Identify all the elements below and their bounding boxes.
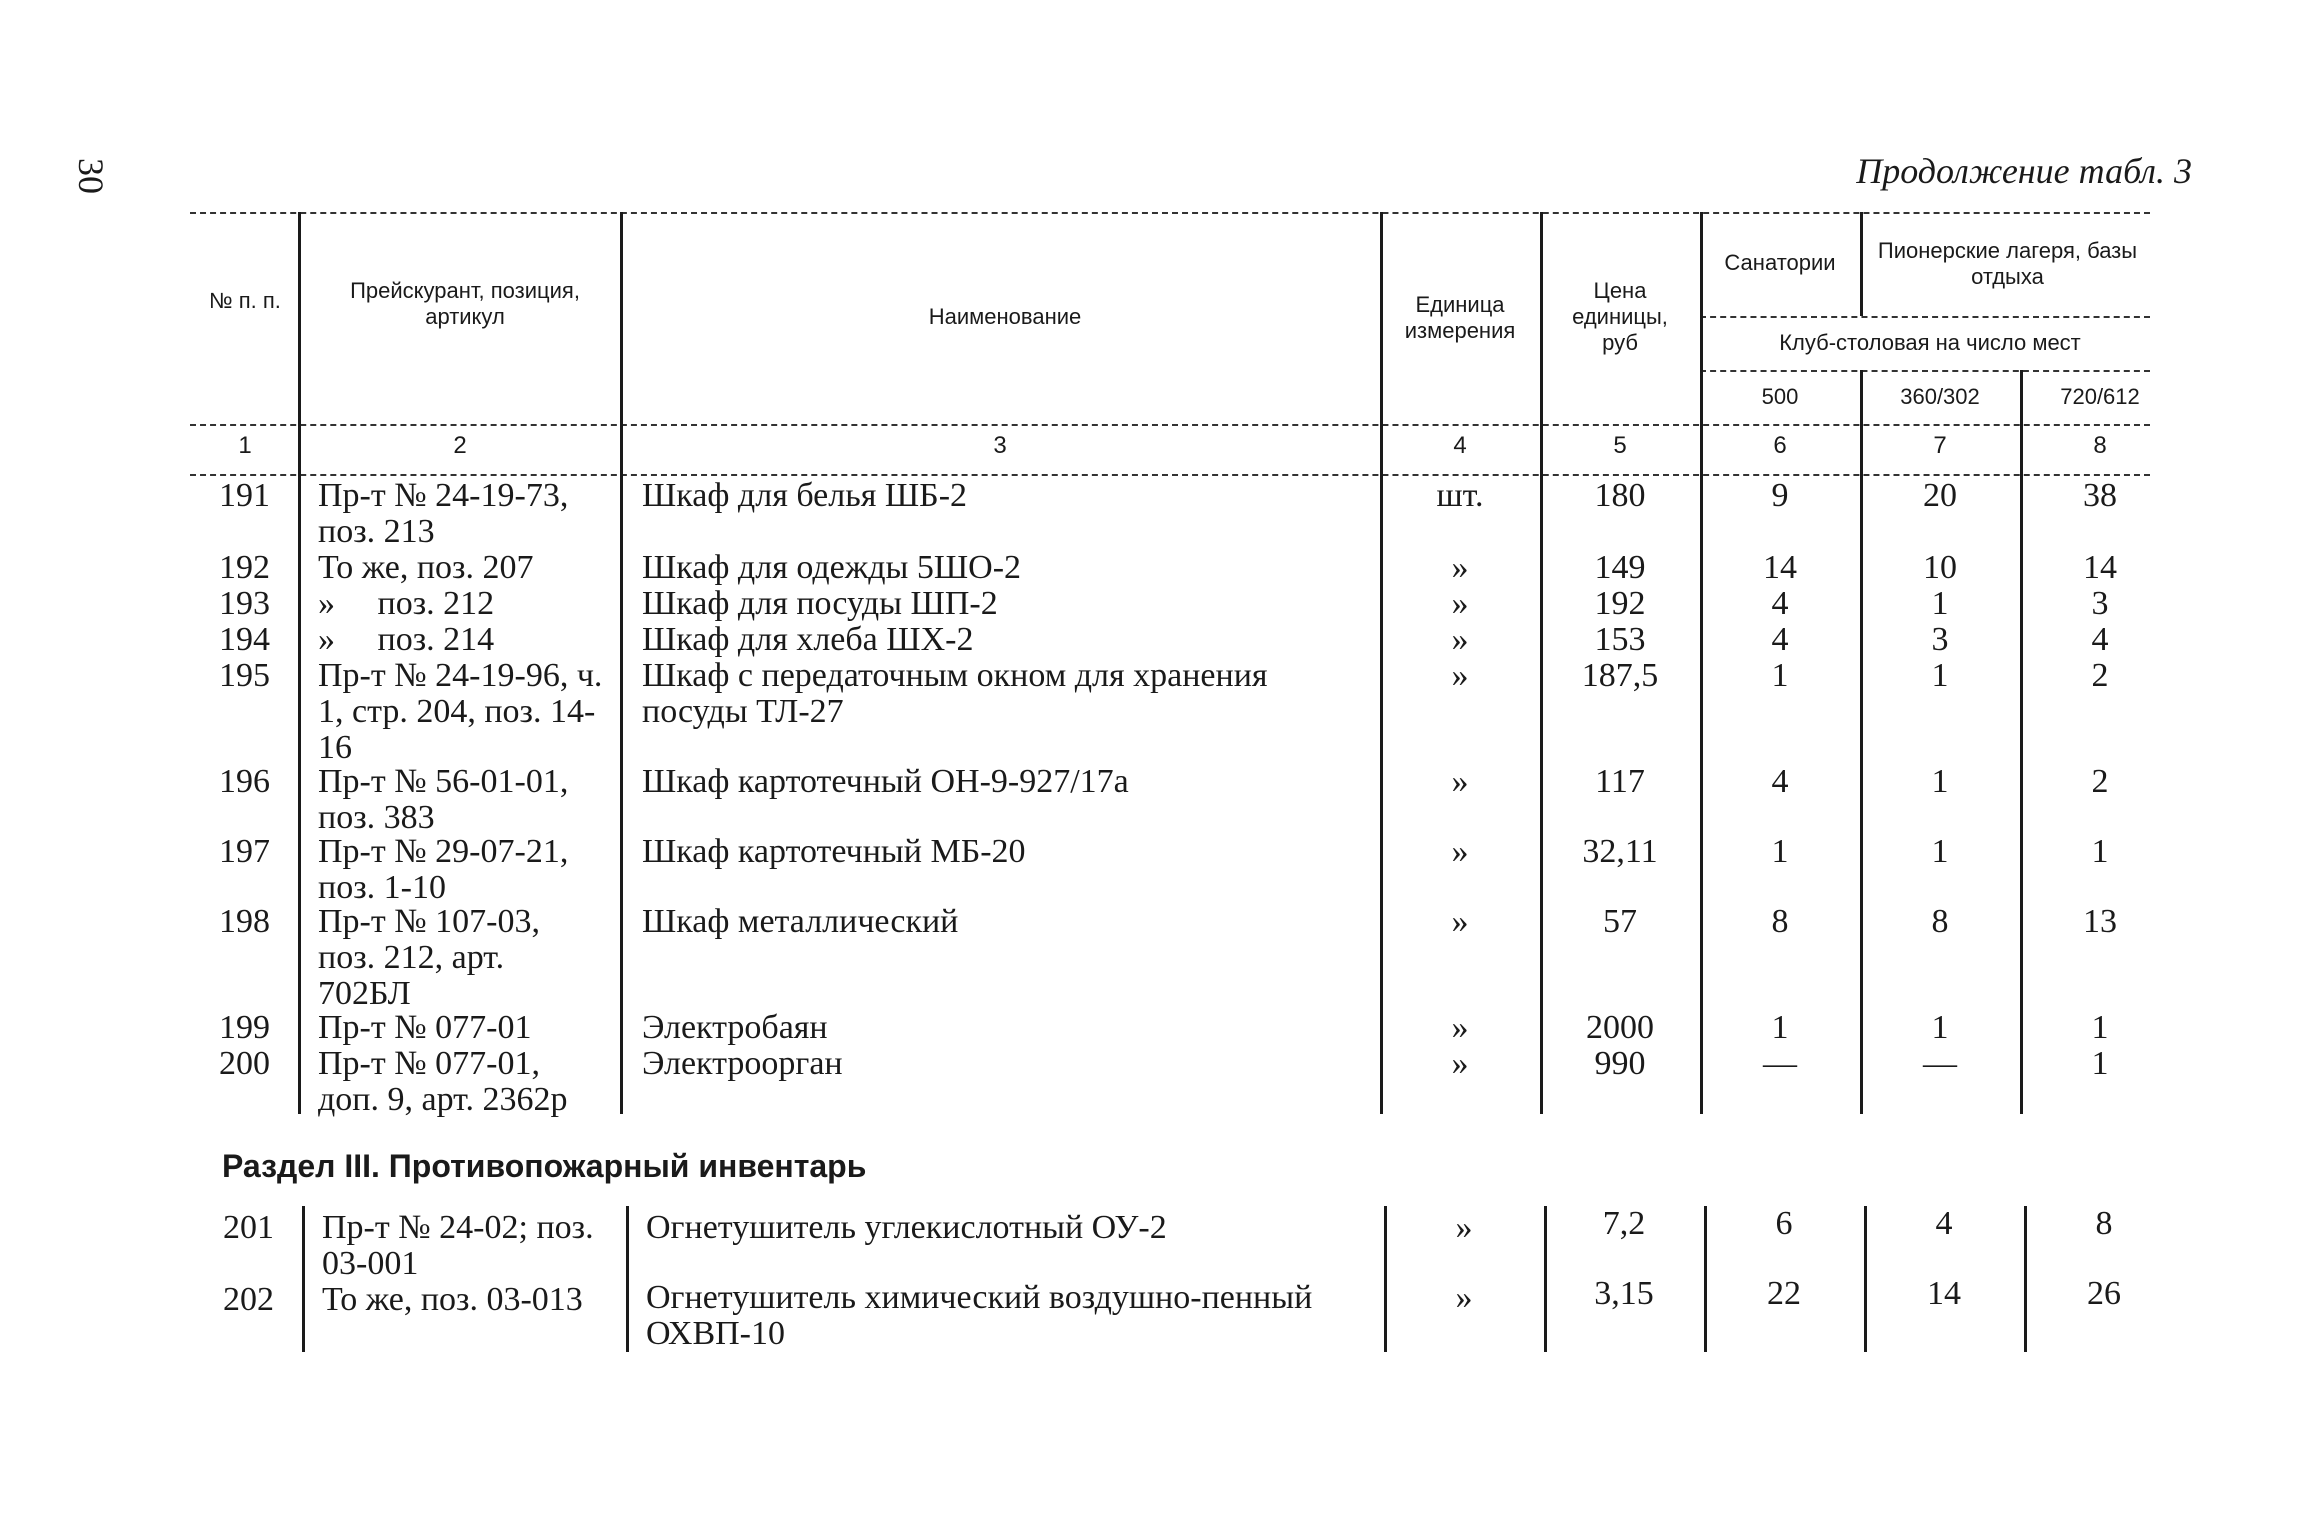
header-seats-1: 500 [1761,384,1799,409]
row-num: 199 [219,1009,270,1046]
col2-line-1 [302,1206,305,1352]
row-val-8: 2 [2091,763,2109,800]
col-line-6 [1860,212,1863,316]
row-pricelist: То же, поз. 207 [318,549,534,586]
row-pricelist: » поз. 212 [318,585,495,622]
row-val-7: 1 [1931,1009,1949,1046]
row-val-8: 1 [2091,833,2109,870]
row-val-6: 9 [1771,477,1789,514]
row-val-6: 1 [1771,657,1789,694]
row-name: Шкаф с передаточным окном для хранения посуды ТЛ-27 [642,657,1268,730]
row-pricelist: Пр-т № 077-01, доп. 9, арт. 2362р [318,1045,568,1118]
row-val-6: 14 [1763,549,1797,586]
row-num: 191 [219,477,270,514]
row-name: Шкаф для посуды ШП-2 [642,585,998,622]
colnum-bottom-rule [190,474,2150,476]
row-val-7: 8 [1931,903,1949,940]
row-val-6: 1 [1771,833,1789,870]
header-club: Клуб-столовая на число мест [1779,330,2081,355]
row-unit: » [1451,833,1469,870]
row-val-6: 22 [1767,1275,1801,1312]
row-unit: » [1451,549,1469,586]
row-price: 149 [1594,549,1646,586]
header-sanatorii: Санатории [1724,250,1836,275]
row-val-8: 8 [2095,1205,2113,1242]
colnum-4: 4 [1453,432,1467,459]
row-name: Шкаф картотечный ОН-9-927/17а [642,763,1129,800]
row-val-8: 26 [2087,1275,2121,1312]
header-seats-2: 360/302 [1900,384,1980,409]
row-num: 200 [219,1045,270,1082]
row-num: 194 [219,621,270,658]
colnum-8: 8 [2093,432,2107,459]
row-unit: » [1451,1045,1469,1082]
col-line-2 [620,212,623,1114]
row-val-8: 3 [2091,585,2109,622]
row-val-7: 4 [1935,1205,1953,1242]
row-val-6: 8 [1771,903,1789,940]
row-price: 153 [1594,621,1646,658]
row-val-7: 1 [1931,763,1949,800]
row-price: 192 [1594,585,1646,622]
row-price: 2000 [1586,1009,1654,1046]
row-name: Шкаф для белья ШБ-2 [642,477,968,514]
row-pricelist: Пр-т № 24-19-96, ч. 1, стр. 204, поз. 14-16 [318,657,603,766]
row-pricelist: Пр-т № 29-07-21, поз. 1-10 [318,833,569,906]
row-val-6: 4 [1771,763,1789,800]
row-num: 202 [223,1281,274,1318]
row-num: 198 [219,903,270,940]
row-unit: » [1451,903,1469,940]
row-val-7: 14 [1927,1275,1961,1312]
row-name: Огнетушитель химический воздушно-пенный ОХВП-10 [646,1279,1313,1352]
row-price: 180 [1594,477,1646,514]
colnum-7: 7 [1933,432,1947,459]
col2-line-2 [626,1206,629,1352]
row-unit: » [1455,1209,1473,1246]
header-bottom-rule [190,424,2150,426]
row-unit: » [1451,1009,1469,1046]
header-top-rule [190,212,2150,214]
row-num: 195 [219,657,270,694]
row-price: 7,2 [1602,1205,1646,1242]
row-price: 187,5 [1581,657,1659,694]
row-val-8: 2 [2091,657,2109,694]
row-unit: » [1451,657,1469,694]
row-val-7: 20 [1923,477,1957,514]
row-pricelist: Пр-т № 56-01-01, поз. 383 [318,763,569,836]
header-price: Цена единицы, руб [1572,278,1668,355]
header-num: № п. п. [209,288,281,313]
row-unit: » [1451,763,1469,800]
row-unit: шт. [1436,477,1484,514]
row-num: 197 [219,833,270,870]
continuation-title: Продолжение табл. 3 [1856,151,2192,191]
row-val-8: 13 [2083,903,2117,940]
row-name: Электроорган [642,1045,843,1082]
row-val-7: 1 [1931,833,1949,870]
row-num: 201 [223,1209,274,1246]
row-val-8: 4 [2091,621,2109,658]
colnum-3: 3 [993,432,1007,459]
row-pricelist: Пр-т № 24-19-73, поз. 213 [318,477,569,550]
row-name: Шкаф металлический [642,903,959,940]
row-name: Шкаф картотечный МБ-20 [642,833,1026,870]
row-pricelist: Пр-т № 107-03, поз. 212, арт. 702БЛ [318,903,540,1012]
section-heading: Раздел III. Противопожарный инвентарь [222,1148,867,1184]
row-name: Огнетушитель углекислотный ОУ-2 [646,1209,1167,1246]
header-pioneer: Пионерские лагеря, базы отдыха [1877,238,2138,289]
row-pricelist: » поз. 214 [318,621,495,658]
row-val-6: 4 [1771,621,1789,658]
row-pricelist: Пр-т № 077-01 [318,1009,532,1046]
colnum-1: 1 [238,432,252,459]
row-price: 990 [1594,1045,1646,1082]
row-price: 32,11 [1582,833,1658,870]
row-val-8: 14 [2083,549,2117,586]
col-line-1 [298,212,301,1114]
row-val-6: 1 [1771,1009,1789,1046]
colnum-6: 6 [1773,432,1787,459]
header-unit: Единица измерения [1404,292,1516,343]
colnum-5: 5 [1613,432,1627,459]
row-val-8: 38 [2083,477,2117,514]
row-val-7: 3 [1931,621,1949,658]
row-pricelist: Пр-т № 24-02; поз. 03-001 [322,1209,594,1282]
row-val-6: 6 [1775,1205,1793,1242]
row-val-8: 1 [2091,1009,2109,1046]
row-price: 117 [1595,763,1645,800]
row-val-6: — [1763,1045,1797,1082]
row-name: Электробаян [642,1009,828,1046]
row-num: 192 [219,549,270,586]
row-val-7: 10 [1923,549,1957,586]
row-num: 196 [219,763,270,800]
seats-top-rule [1700,370,2150,372]
row-price: 3,15 [1594,1275,1654,1312]
row-price: 57 [1603,903,1637,940]
row-pricelist: То же, поз. 03-013 [322,1281,583,1318]
row-val-7: — [1923,1045,1957,1082]
header-seats-3: 720/612 [2060,384,2140,409]
row-num: 193 [219,585,270,622]
row-name: Шкаф для хлеба ШХ-2 [642,621,974,658]
colnum-2: 2 [453,432,467,459]
row-name: Шкаф для одежды 5ШО-2 [642,549,1022,586]
club-top-rule [1700,316,2150,318]
row-val-8: 1 [2091,1045,2109,1082]
row-unit: » [1455,1279,1473,1316]
row-unit: » [1451,621,1469,658]
row-unit: » [1451,585,1469,622]
row-val-6: 4 [1771,585,1789,622]
header-name: Наименование [928,304,1082,329]
page-number: 30 [71,158,111,194]
row-val-7: 1 [1931,585,1949,622]
header-pricelist: Прейскурант, позиция, артикул [350,278,580,329]
row-val-7: 1 [1931,657,1949,694]
